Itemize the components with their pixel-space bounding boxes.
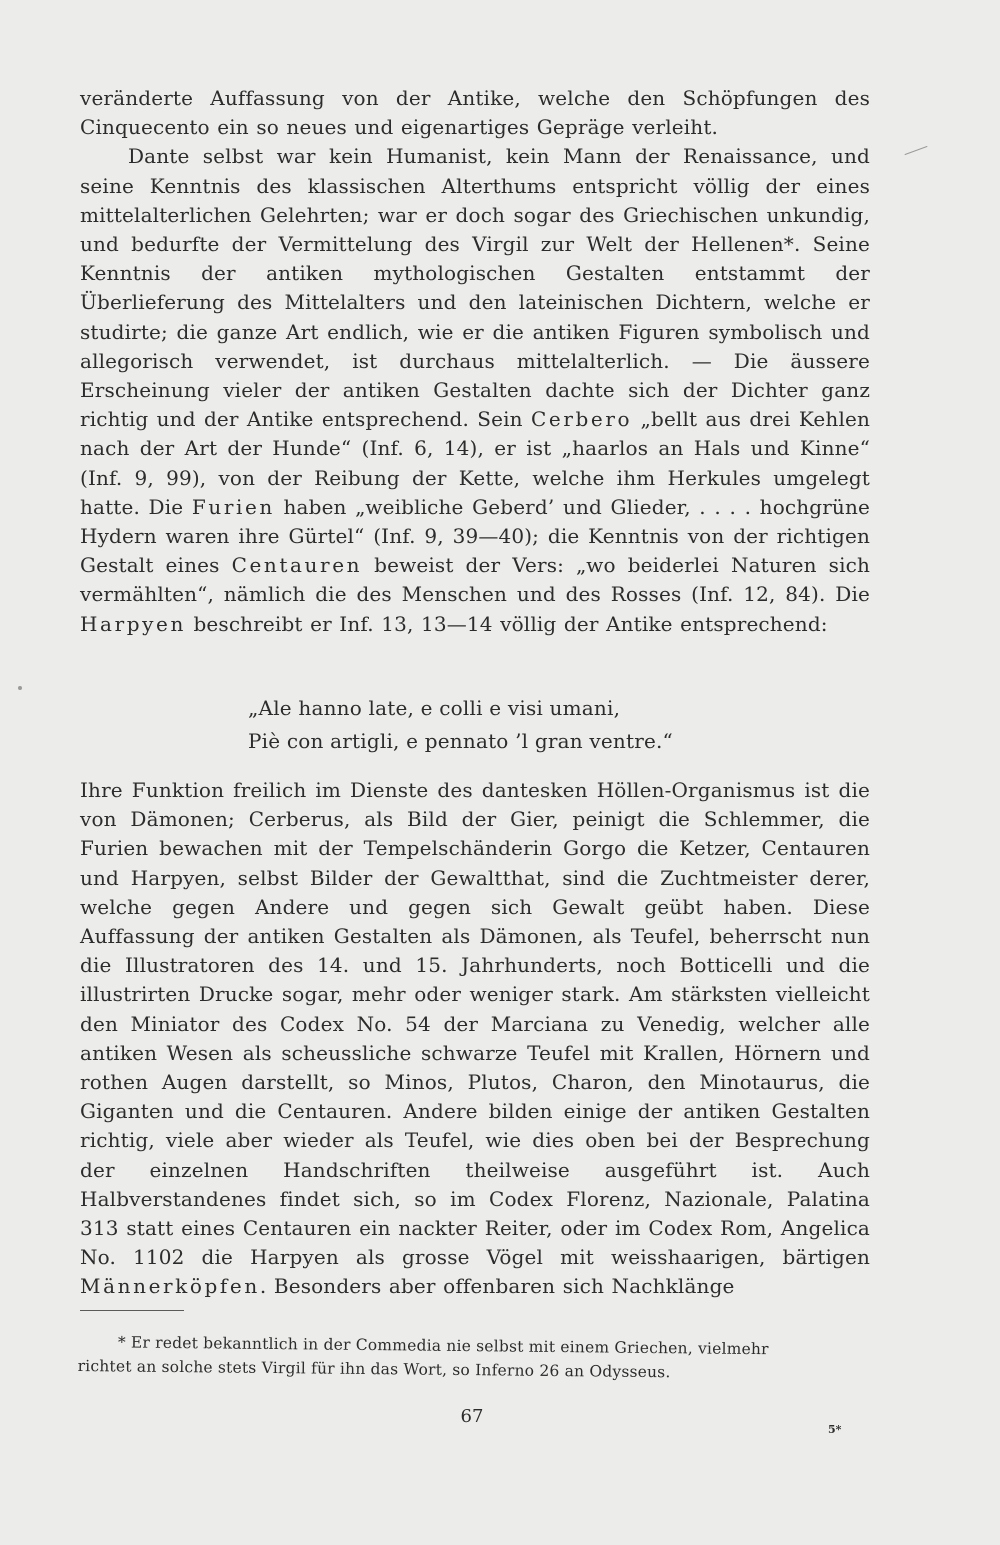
text-run: Ihre Funktion freilich im Dienste des dantesken Höllen-Organismus ist die von Dämonen; Cerberus, als Bild der Gier, peinigt die Schlemmer, die Furien bewachen mit der Tempelschänderin Gorgo die Ketzer, Centauren und Harpyen, selbst Bilder der Gewaltthat, sind die Zuchtmeister derer, welche gegen Andere und gegen sich Gewalt geübt haben. Diese Auffassung der antiken Gestalten als Dämonen, als Teufel, beherrscht nun die Illustratoren des 14. und 15. Jahrhunderts, noch Botticelli und die illustrirten Drucke sogar, mehr oder weniger stark. Am stärksten vielleicht den Miniator des Codex No. 54 der Marciana zu Venedig, welcher alle antiken Wesen als scheussliche schwarze Teufel mit Krallen, Hörnern und rothen Augen darstellt, so Minos, Plutos, Charon, den Minotaurus, die Giganten und die Centauren. Andere bilden einige der antiken Gestalten richtig, viele aber wieder als Teufel, wie dies oben bei der Besprechung der einzelnen Handschriften theilweise ausgeführt ist. Auch Halbverstandenes findet sich, so im Codex Florenz, Nazionale, Palatina 313 statt eines Centauren ein nackter Reiter, oder im Codex Rom, Angelica No. 1102 die Harpyen als grosse Vögel mit weisshaarigen, bärtigen (80, 778, 870, 1270)
text-run: Dante selbst war kein Humanist, kein Mann der Renaissance, und seine Kenntnis des klassischen Alterthums entspricht völlig der eines mittelalterlichen Gelehrten; war er doch sogar des Griechischen unkundig, und bedurfte der Vermittelung des Virgil zur Welt der Hellenen*. Seine Kenntnis der antiken mythologischen Gestalten entstammt der Überlieferung des Mittelalters und den lateinischen Dichtern, welche er studirte; die ganze Art endlich, wie er die antiken Figuren symbolisch und allegorisch verwendet, ist durchaus mittelalterlich. — Die äussere Erscheinung vieler der antiken Gestalten dachte sich der Dichter ganz richtig und der Antike entsprechend. Sein (80, 144, 870, 432)
spaced-term-cerbero: Cerbero (531, 407, 633, 432)
main-text-block (80, 84, 870, 639)
text-run: . Besonders aber offenbaren sich Nachklänge (259, 1274, 735, 1299)
text-run: beweist der Vers: „wo beiderlei Naturen sich vermählten“, nämlich die des Menschen und des Rosses (Inf. 12, 84). Die (80, 553, 870, 607)
paragraph-line: veränderte Auffassung von der Antike, welche den Schöpfungen des (80, 86, 870, 110)
verse-quote (248, 692, 673, 758)
text-run: haben „weibliche Geberd’ und Glieder, . . . . hochgrüne Hydern waren ihre Gürtel“ (Inf. 9, 39—40); die Kenntnis von der richtigen Gestalt eines (80, 494, 870, 578)
paragraph-line: Cinquecento ein so neues und eigenartiges Gepräge verleiht. (80, 115, 719, 140)
text-run: beschreibt er Inf. 13, 13—14 völlig der Antike entsprechend: (185, 611, 828, 636)
footnote (77, 1330, 867, 1386)
footnote-line-1: * Er redet bekanntlich in der Commedia nie selbst mit einem Griechen, vielmehr (117, 1333, 769, 1359)
signature-mark: 5* (828, 1423, 842, 1436)
paragraph-continuation (80, 84, 870, 142)
spaced-term-centauren: Centauren (231, 553, 363, 578)
verse-line-2: Piè con artigli, e pennato ’l gran ventre.“ (248, 729, 673, 753)
paper-speck (905, 146, 928, 155)
spaced-term-harpyen: Harpyen (80, 611, 186, 636)
paragraph-dante (80, 142, 870, 638)
page-number: 67 (460, 1406, 484, 1427)
paragraph-funktion (80, 776, 870, 1302)
paper-speck (18, 686, 22, 690)
spaced-term-maennerkoepfen: Männerköpfen (80, 1274, 260, 1299)
verse-line-1: „Ale hanno late, e colli e visi umani, (248, 696, 621, 720)
text-run: „bellt aus drei Kehlen nach der Art der Hunde“ (Inf. 6, 14), er ist „haarlos an Hals und Kinne“ (Inf. 9, 99), von der Reibung der Kette, welche ihm Herkules umgelegt hatte. Die (80, 407, 871, 519)
main-text-block-continued (80, 776, 870, 1302)
footnote-divider (80, 1310, 184, 1311)
spaced-term-furien: Furien (191, 494, 275, 519)
footnote-line-2: richtet an solche stets Virgil für ihn das Wort, so Inferno 26 an Odysseus. (77, 1356, 671, 1382)
